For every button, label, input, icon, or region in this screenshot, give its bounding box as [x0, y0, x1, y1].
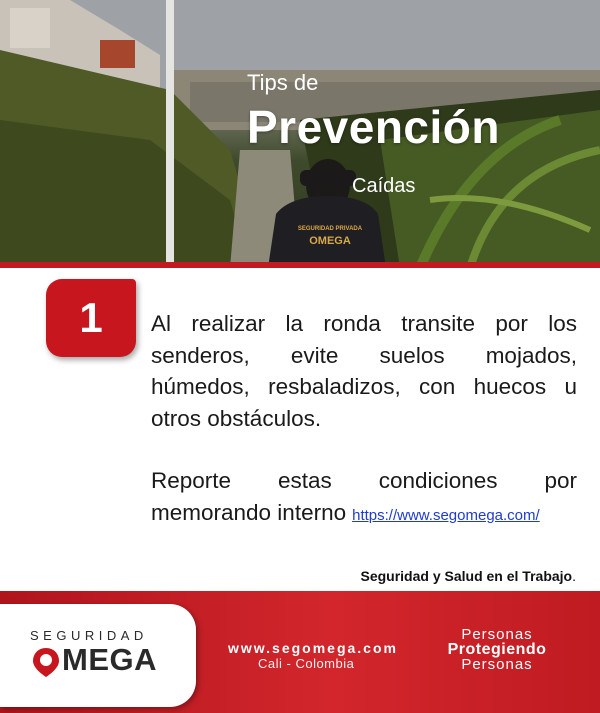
hero-banner: [0, 0, 600, 268]
sst-label-text: Seguridad y Salud en el Trabajo: [360, 568, 573, 584]
hero-subtitle: Caídas: [352, 175, 416, 197]
footer-city: Cali - Colombia: [258, 656, 355, 671]
tip-paragraph-2-line2: [151, 497, 577, 532]
footer-website: www.segomega.com: [228, 640, 398, 656]
logo-top-text: SEGURIDAD: [30, 628, 148, 643]
tip-paragraph-2-line1: Reporte estas condiciones por: [151, 468, 577, 493]
jacket-text-line2: OMEGA: [309, 235, 351, 247]
slogan-line-2: Protegiendo: [447, 641, 547, 658]
jacket-text-line1: SEGURIDAD PRIVADA: [297, 226, 363, 232]
sst-label: [360, 568, 576, 584]
tip-paragraph-2: [151, 465, 577, 531]
slogan-line-3: Personas: [461, 656, 533, 673]
hero-title-small: Tips de: [247, 70, 319, 95]
website-link[interactable]: https://www.segomega.com/: [352, 506, 540, 524]
hero-title: Prevención: [247, 101, 500, 153]
tip-paragraph-2-text: memorando interno: [151, 499, 347, 525]
location-pin-icon: [30, 646, 62, 678]
hero-divider: [0, 262, 600, 268]
tip-number: 1: [79, 294, 103, 341]
logo-wordmark: MEGA: [62, 642, 157, 677]
tip-number-badge: [46, 279, 136, 357]
slogan-line-1: Personas: [461, 626, 533, 643]
sst-label-period: .: [572, 568, 576, 584]
tip-paragraph-1: Al realizar la ronda transite por los senderos, evite suelos mojados, húmedos, resbaladizos, con huecos u otros obstáculos.: [151, 311, 577, 431]
